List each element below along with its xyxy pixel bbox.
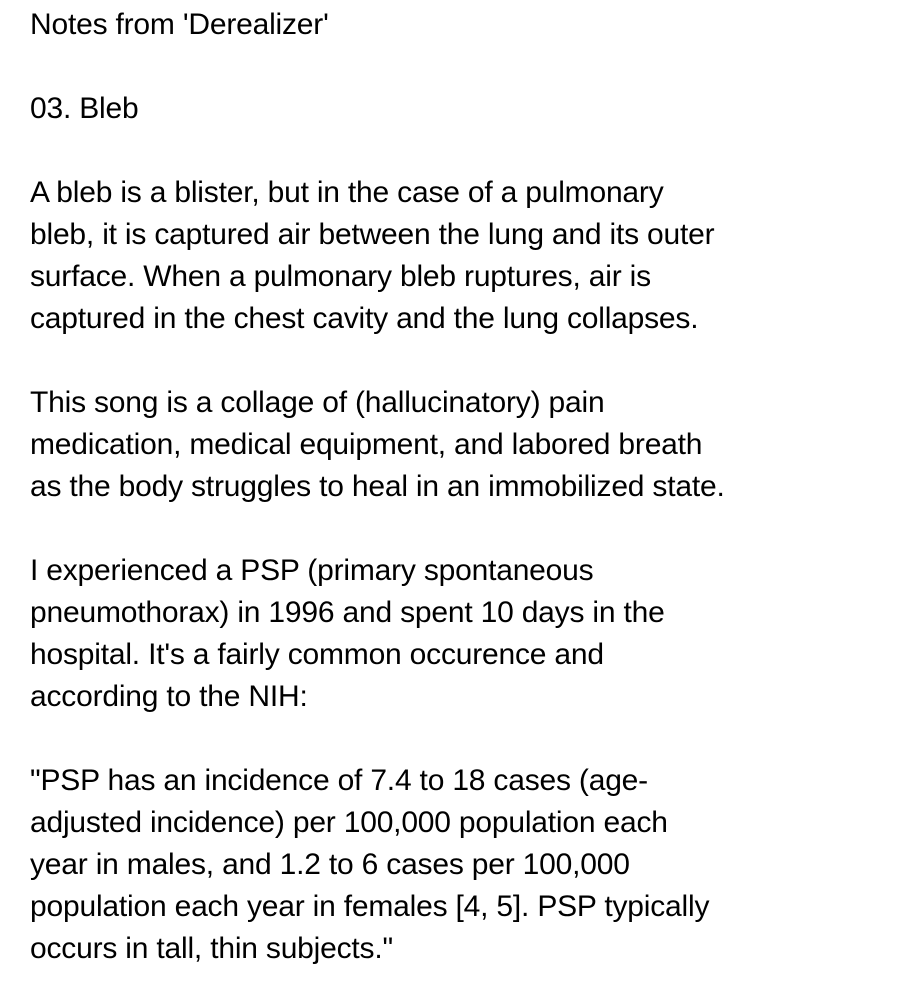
paragraph-bleb-definition <box>30 172 900 340</box>
text-line: population each year in females [4, 5]. PSP typically <box>30 890 710 923</box>
paragraph-personal-experience <box>30 550 900 718</box>
text-line: captured in the chest cavity and the lung collapses. <box>30 302 699 335</box>
blank-line <box>30 508 900 550</box>
text-line: occurs in tall, thin subjects." <box>30 932 393 965</box>
paragraph-nih-quote <box>30 760 900 970</box>
text-line: as the body struggles to heal in an immobilized state. <box>30 470 725 503</box>
text-line: medication, medical equipment, and labored breath <box>30 428 703 461</box>
text-line: adjusted incidence) per 100,000 population each <box>30 806 668 839</box>
text-line: pneumothorax) in 1996 and spent 10 days in the <box>30 596 665 629</box>
text-line: "PSP has an incidence of 7.4 to 18 cases (age- <box>30 764 648 797</box>
text-line: This song is a collage of (hallucinatory) pain <box>30 386 605 419</box>
text-line: surface. When a pulmonary bleb ruptures, air is <box>30 260 651 293</box>
note-heading: 03. Bleb <box>30 92 139 125</box>
text-line: A bleb is a blister, but in the case of a pulmonary <box>30 176 664 209</box>
text-line: year in males, and 1.2 to 6 cases per 100,000 <box>30 848 630 881</box>
text-line: according to the NIH: <box>30 680 308 713</box>
text-line: hospital. It's a fairly common occurence and <box>30 638 604 671</box>
note-title: Notes from 'Derealizer' <box>30 8 329 41</box>
blank-line <box>30 340 900 382</box>
blank-line <box>30 718 900 760</box>
text-line: I experienced a PSP (primary spontaneous <box>30 554 594 587</box>
blank-line <box>30 46 900 88</box>
blank-line <box>30 130 900 172</box>
paragraph-song-description <box>30 382 900 508</box>
note-body[interactable] <box>30 4 900 970</box>
text-line: bleb, it is captured air between the lung and its outer <box>30 218 715 251</box>
